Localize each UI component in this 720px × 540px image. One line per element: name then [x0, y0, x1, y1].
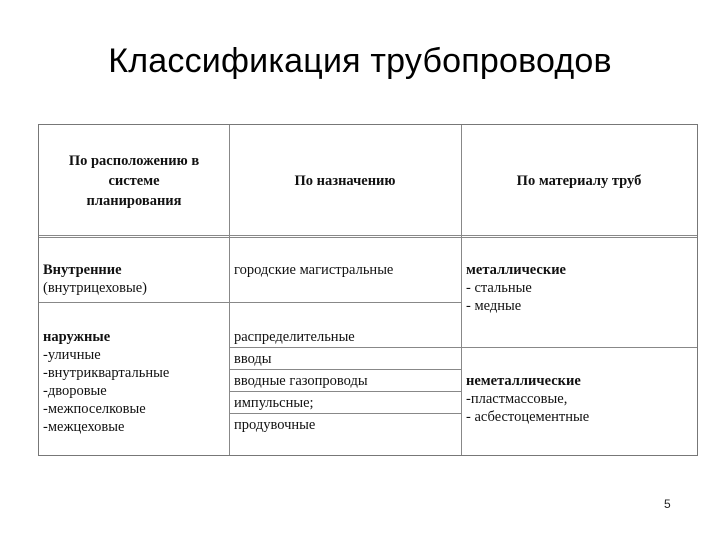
purpose-item: продувочные — [234, 417, 316, 433]
material-nonmetal-item: - асбестоцементные — [466, 409, 590, 425]
location-external-item: -межпоселковые — [43, 401, 146, 417]
header-location — [39, 151, 229, 211]
location-external-item: -дворовые — [43, 383, 107, 399]
material-metal-item: - стальные — [466, 280, 532, 296]
material-nonmetal-label: неметаллические — [466, 373, 581, 389]
material-metal-item: - медные — [466, 298, 522, 314]
row-divider-location — [39, 302, 461, 303]
header-material: По материалу труб — [516, 173, 642, 189]
location-external-item: -уличные — [43, 347, 101, 363]
material-nonmetal — [466, 372, 589, 426]
slide-title: Классификация трубопроводов — [108, 42, 612, 80]
location-internal-sub: (внутрицеховые) — [43, 280, 148, 296]
location-internal-label: Внутренние — [43, 262, 122, 278]
purpose-internal-item: городские магистральные — [234, 262, 394, 278]
header-location-line: системе — [108, 173, 160, 189]
page-number: 5 — [664, 497, 671, 511]
row-divider-purpose-4 — [229, 413, 461, 414]
material-metal — [466, 261, 566, 315]
header-divider — [39, 235, 697, 238]
purpose-item: вводы — [234, 351, 272, 367]
location-external-label: наружные — [43, 329, 111, 345]
location-external — [43, 328, 169, 436]
location-external-item: -внутриквартальные — [43, 365, 170, 381]
header-location-line: По расположению в — [68, 153, 200, 169]
purpose-item: импульсные; — [234, 395, 314, 411]
purpose-item: распределительные — [234, 329, 355, 345]
row-divider-material — [461, 347, 697, 348]
header-location-line: планирования — [86, 193, 182, 209]
classification-table — [38, 124, 698, 456]
purpose-item: вводные газопроводы — [234, 373, 368, 389]
location-external-item: -межцеховые — [43, 419, 125, 435]
location-internal — [43, 261, 147, 297]
header-purpose: По назначению — [294, 173, 396, 189]
material-metal-label: металлические — [466, 262, 566, 278]
row-divider-purpose-2 — [229, 369, 461, 370]
row-divider-purpose-1 — [229, 347, 461, 348]
row-divider-purpose-3 — [229, 391, 461, 392]
material-nonmetal-item: -пластмассовые, — [466, 391, 568, 407]
